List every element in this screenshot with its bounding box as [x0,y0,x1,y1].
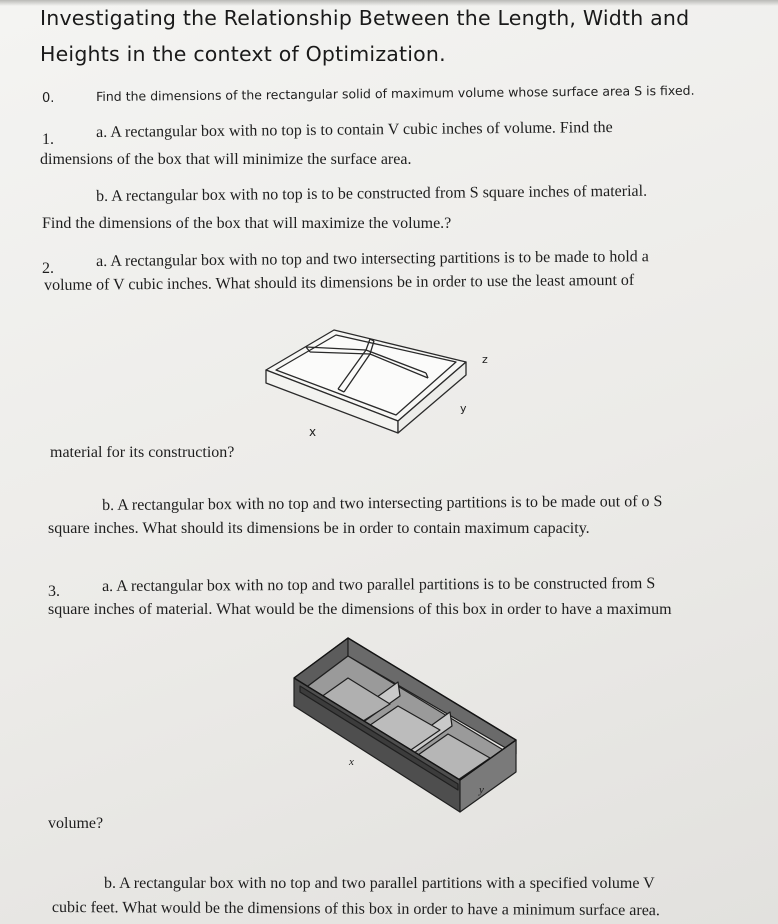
question-3-number: 3. [48,583,60,600]
parallel-partitions-box-figure [290,630,530,820]
question-1b-line-2: Find the dimensions of the box that will maximize the volume.? [42,215,452,232]
question-1a-line-1: a. A rectangular box with no top is to contain V cubic inches of volume. Find the [96,119,613,141]
question-2-number: 2. [42,260,54,277]
figure-2-label-z: z [482,353,488,366]
question-3b-line-1: b. A rectangular box with no top and two parallel partitions with a specified volume V [104,875,655,892]
figure-2-label-y: y [460,402,467,415]
question-2b-line-2: square inches. What should its dimensions be in order to contain maximum capacity. [48,520,590,537]
question-1b-line-1: b. A rectangular box with no top is to be constructed from S square inches of material. [96,182,648,205]
question-2a-line-2: volume of V cubic inches. What should its dimensions be in order to use the least amount of [44,271,635,294]
intersecting-partitions-box-figure [262,325,492,435]
question-2a-line-1: a. A rectangular box with no top and two intersecting partitions is to be made to hold a [96,248,649,270]
page-title-line-1: Investigating the Relationship Between the Length, Width and [40,6,690,30]
page-title-line-2: Heights in the context of Optimization. [40,42,446,66]
question-3a-line-3: volume? [48,815,104,832]
figure-3-label-y: y [479,784,484,796]
question-0-text: Find the dimensions of the rectangular solid of maximum volume whose surface area S is fixed. [96,82,695,104]
figure-3-label-x: x [349,756,354,768]
question-1a-line-2: dimensions of the box that will minimize the surface area. [40,151,412,168]
question-3a-line-1: a. A rectangular box with no top and two parallel partitions is to be constructed from S [102,575,656,595]
question-3b-line-2: cubic feet. What would be the dimensions of this box in order to have a minimum surface area. [51,899,660,920]
figure-2-label-x: x [309,425,317,439]
question-3a-line-2: square inches of material. What would be the dimensions of this box in order to have a maximum [48,601,672,618]
question-1-number: 1. [42,131,54,148]
question-2a-line-3: material for its construction? [50,444,235,461]
question-0-number: 0. [42,91,55,106]
question-2b-line-1: b. A rectangular box with no top and two intersecting partitions is to be made out of o S [102,493,663,514]
